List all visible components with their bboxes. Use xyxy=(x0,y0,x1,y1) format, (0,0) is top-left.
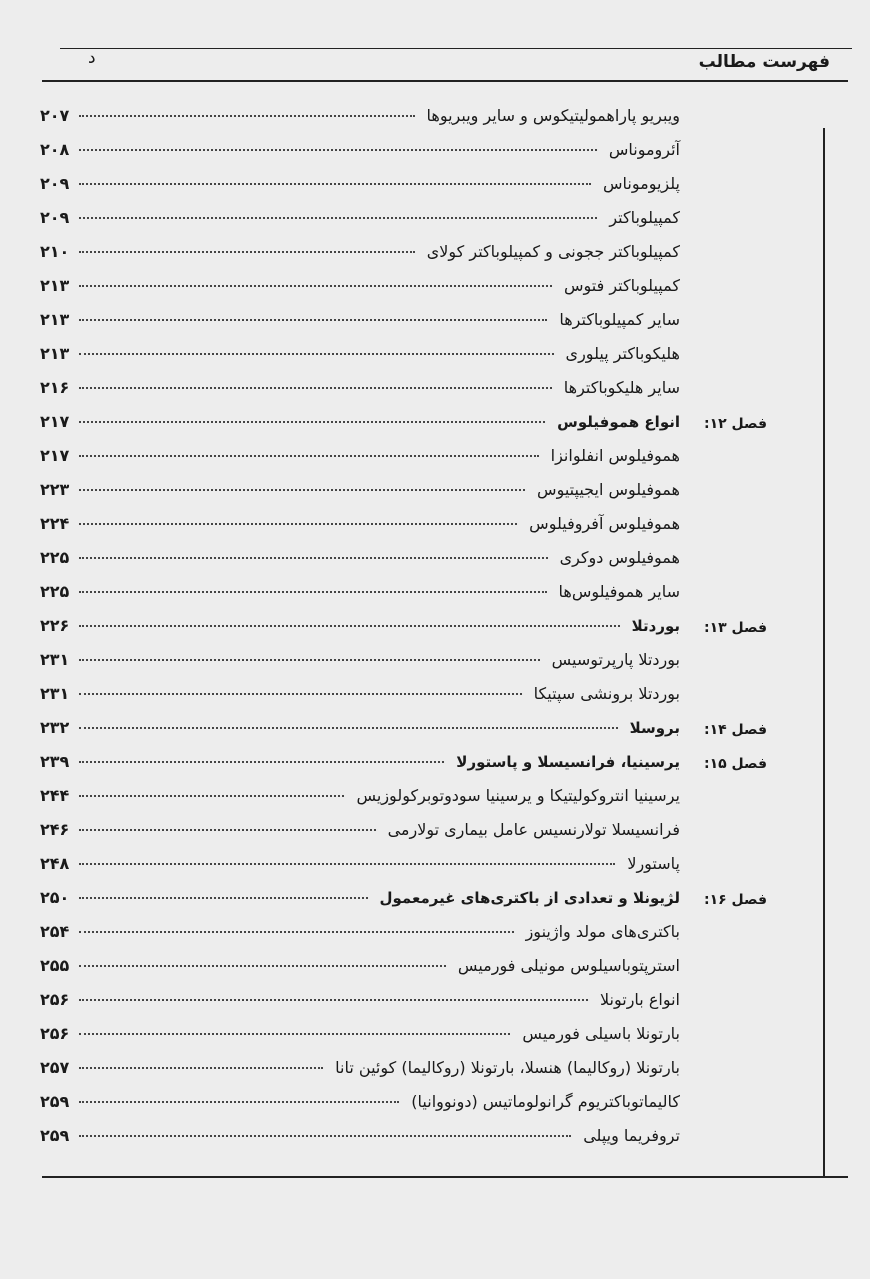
toc-line xyxy=(40,752,680,771)
dot-leader xyxy=(79,183,591,185)
toc-entry xyxy=(0,476,870,510)
entry-page-number: ۲۵۶ xyxy=(40,1024,70,1043)
toc-line xyxy=(40,106,680,125)
entry-title: ویبریو پاراهمولیتیکوس و سایر ویبریوها xyxy=(426,106,680,125)
entry-title: آئروموناس xyxy=(608,140,680,159)
dot-leader xyxy=(79,693,521,695)
entry-title: پاستورلا xyxy=(627,854,680,873)
entry-title: لژیونلا و تعدادی از باکتری‌های غیرمعمول xyxy=(379,889,680,907)
toc-entry xyxy=(0,238,870,272)
entry-title: سایر هموفیلوس‌ها xyxy=(558,582,680,601)
toc-line xyxy=(40,378,680,397)
toc-line xyxy=(40,480,680,499)
entry-title: هموفیلوس ایجیپتیوس xyxy=(537,480,680,499)
entry-page-number: ۲۲۵ xyxy=(40,548,70,567)
dot-leader xyxy=(79,659,539,661)
entry-title: کالیماتوباکتریوم گرانولوماتیس (دونووانیا) xyxy=(411,1092,680,1111)
toc-line xyxy=(40,650,680,669)
entry-page-number: ۲۱۷ xyxy=(40,412,70,431)
table-of-contents xyxy=(0,102,870,1156)
entry-page-number: ۲۰۹ xyxy=(40,174,70,193)
entry-page-number: ۲۲۶ xyxy=(40,616,70,635)
dot-leader xyxy=(79,795,344,797)
dot-leader xyxy=(79,625,619,627)
toc-entry xyxy=(0,340,870,374)
toc-entry xyxy=(0,408,870,442)
toc-entry xyxy=(0,1088,870,1122)
toc-entry xyxy=(0,272,870,306)
entry-title: هموفیلوس انفلوانزا xyxy=(550,446,680,465)
dot-leader xyxy=(79,115,414,117)
toc-entry xyxy=(0,1054,870,1088)
toc-entry xyxy=(0,884,870,918)
dot-leader xyxy=(79,217,597,219)
toc-entry xyxy=(0,952,870,986)
toc-line xyxy=(40,310,680,329)
entry-title: کمپیلوباکتر xyxy=(609,208,680,227)
toc-line xyxy=(40,276,680,295)
dot-leader xyxy=(79,319,547,321)
toc-line xyxy=(40,174,680,193)
toc-entry xyxy=(0,510,870,544)
toc-entry xyxy=(0,1020,870,1054)
entry-page-number: ۲۵۴ xyxy=(40,922,70,941)
toc-entry xyxy=(0,612,870,646)
entry-title: فرانسیسلا تولارنسیس عامل بیماری تولارمی xyxy=(387,820,680,839)
toc-line xyxy=(40,548,680,567)
entry-page-number: ۲۵۵ xyxy=(40,956,70,975)
toc-entry xyxy=(0,1122,870,1156)
toc-entry xyxy=(0,136,870,170)
toc-line xyxy=(40,616,680,635)
toc-line xyxy=(40,922,680,941)
entry-title: هموفیلوس آفروفیلوس xyxy=(529,514,680,533)
dot-leader xyxy=(79,931,513,933)
entry-page-number: ۲۵۰ xyxy=(40,888,70,907)
toc-line xyxy=(40,684,680,703)
toc-line xyxy=(40,1126,680,1145)
dot-leader xyxy=(79,489,525,491)
toc-line xyxy=(40,990,680,1009)
dot-leader xyxy=(79,1033,510,1035)
entry-page-number: ۲۰۸ xyxy=(40,140,70,159)
entry-page-number: ۲۳۲ xyxy=(40,718,70,737)
dot-leader xyxy=(79,455,538,457)
entry-title: باکتری‌های مولد واژینوز xyxy=(525,922,680,941)
entry-page-number: ۲۱۶ xyxy=(40,378,70,397)
dot-leader xyxy=(79,387,551,389)
entry-title: بارتونلا (روکالیما) هنسلا، بارتونلا (روکالیما) کوئین تانا xyxy=(335,1058,680,1077)
toc-entry xyxy=(0,544,870,578)
toc-entry xyxy=(0,918,870,952)
entry-page-number: ۲۱۳ xyxy=(40,344,70,363)
toc-entry xyxy=(0,714,870,748)
entry-title: تروفریما ویپلی xyxy=(583,1126,680,1145)
entry-title: سایر کمپیلوباکترها xyxy=(559,310,680,329)
page-number-letter: د xyxy=(88,48,96,68)
header-bottom-rule xyxy=(42,80,848,82)
entry-title: سایر هلیکوباکترها xyxy=(563,378,680,397)
entry-title: انواع هموفیلوس xyxy=(557,413,680,431)
entry-page-number: ۲۵۹ xyxy=(40,1092,70,1111)
dot-leader xyxy=(79,1135,571,1137)
toc-line xyxy=(40,344,680,363)
entry-title: هلیکوباکتر پیلوری xyxy=(565,344,680,363)
toc-line xyxy=(40,1058,680,1077)
toc-line xyxy=(40,786,680,805)
toc-line xyxy=(40,718,680,737)
entry-page-number: ۲۲۳ xyxy=(40,480,70,499)
toc-entry xyxy=(0,646,870,680)
entry-page-number: ۲۰۹ xyxy=(40,208,70,227)
entry-title: هموفیلوس دوکری xyxy=(559,548,680,567)
chapter-label: فصل ۱۶: xyxy=(703,892,767,908)
dot-leader xyxy=(79,761,444,763)
toc-entry xyxy=(0,578,870,612)
entry-page-number: ۲۳۱ xyxy=(40,684,70,703)
entry-title: بوردتلا برونشی سپتیکا xyxy=(533,684,680,703)
dot-leader xyxy=(79,897,367,899)
toc-entry xyxy=(0,204,870,238)
dot-leader xyxy=(79,149,597,151)
chapter-label: فصل ۱۲: xyxy=(703,416,767,432)
toc-entry xyxy=(0,306,870,340)
dot-leader xyxy=(79,999,588,1001)
toc-entry xyxy=(0,748,870,782)
toc-line xyxy=(40,956,680,975)
entry-title: کمپیلوباکتر فتوس xyxy=(563,276,680,295)
entry-title: استرپتوباسیلوس مونیلی فورمیس xyxy=(457,956,680,975)
entry-title: یرسینیا انتروکولیتیکا و یرسینیا سودوتوبرکولوزیس xyxy=(356,786,680,805)
toc-line xyxy=(40,140,680,159)
chapter-label: فصل ۱۳: xyxy=(703,620,767,636)
entry-page-number: ۲۴۸ xyxy=(40,854,70,873)
entry-page-number: ۲۳۹ xyxy=(40,752,70,771)
toc-line xyxy=(40,888,680,907)
header-top-rule xyxy=(60,48,852,49)
dot-leader xyxy=(79,965,446,967)
toc-entry xyxy=(0,374,870,408)
entry-page-number: ۲۵۹ xyxy=(40,1126,70,1145)
entry-title: پلزیوموناس xyxy=(603,174,680,193)
dot-leader xyxy=(79,523,517,525)
entry-title: انواع بارتونلا xyxy=(599,990,680,1009)
dot-leader xyxy=(79,591,546,593)
toc-entry xyxy=(0,170,870,204)
page-title: فهرست مطالب xyxy=(698,52,830,72)
dot-leader xyxy=(79,285,552,287)
footer-rule xyxy=(42,1176,848,1178)
chapter-label: فصل ۱۵: xyxy=(703,756,767,772)
dot-leader xyxy=(79,421,545,423)
entry-title: بارتونلا باسیلی فورمیس xyxy=(522,1024,680,1043)
dot-leader xyxy=(79,829,375,831)
entry-page-number: ۲۵۶ xyxy=(40,990,70,1009)
entry-page-number: ۲۲۵ xyxy=(40,582,70,601)
entry-title: یرسینیا، فرانسیسلا و پاستورلا xyxy=(456,753,680,771)
dot-leader xyxy=(79,863,615,865)
toc-line xyxy=(40,1024,680,1043)
toc-line xyxy=(40,514,680,533)
toc-entry xyxy=(0,782,870,816)
chapter-label: فصل ۱۴: xyxy=(703,722,767,738)
toc-line xyxy=(40,1092,680,1111)
toc-entry xyxy=(0,680,870,714)
entry-page-number: ۲۱۳ xyxy=(40,276,70,295)
entry-page-number: ۲۴۶ xyxy=(40,820,70,839)
entry-title: بوردتلا پارپرتوسیس xyxy=(551,650,680,669)
entry-page-number: ۲۴۴ xyxy=(40,786,70,805)
toc-entry xyxy=(0,816,870,850)
entry-title: بوردتلا xyxy=(631,617,680,635)
entry-page-number: ۲۱۰ xyxy=(40,242,70,261)
toc-line xyxy=(40,242,680,261)
entry-page-number: ۲۲۴ xyxy=(40,514,70,533)
toc-line xyxy=(40,412,680,431)
dot-leader xyxy=(79,557,547,559)
toc-line xyxy=(40,820,680,839)
toc-entry xyxy=(0,850,870,884)
dot-leader xyxy=(79,251,414,253)
toc-line xyxy=(40,854,680,873)
toc-line xyxy=(40,582,680,601)
toc-entry xyxy=(0,986,870,1020)
entry-page-number: ۲۱۳ xyxy=(40,310,70,329)
entry-page-number: ۲۳۱ xyxy=(40,650,70,669)
entry-title: بروسلا xyxy=(629,719,680,737)
dot-leader xyxy=(79,1067,323,1069)
toc-entry xyxy=(0,102,870,136)
toc-entry xyxy=(0,442,870,476)
entry-page-number: ۲۱۷ xyxy=(40,446,70,465)
entry-page-number: ۲۰۷ xyxy=(40,106,70,125)
toc-line xyxy=(40,446,680,465)
dot-leader xyxy=(79,1101,399,1103)
dot-leader xyxy=(79,353,553,355)
entry-title: کمپیلوباکتر ججونی و کمپیلوباکتر کولای xyxy=(426,242,680,261)
toc-line xyxy=(40,208,680,227)
dot-leader xyxy=(79,727,617,729)
entry-page-number: ۲۵۷ xyxy=(40,1058,70,1077)
